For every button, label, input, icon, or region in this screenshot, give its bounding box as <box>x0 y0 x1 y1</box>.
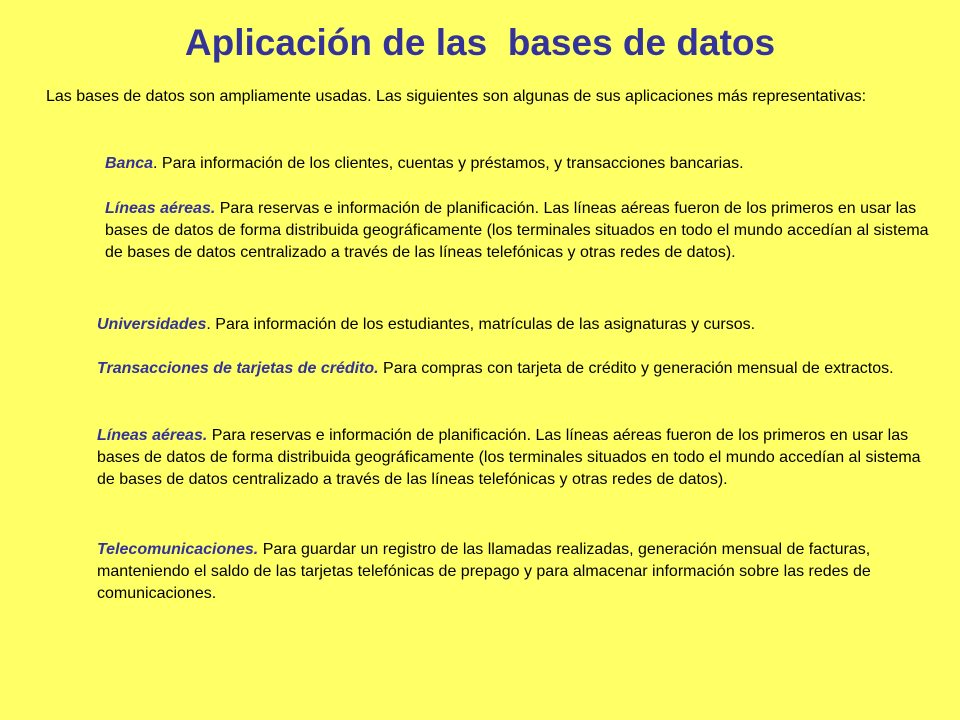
entry-text: Para compras con tarjeta de crédito y generación mensual de extractos. <box>378 360 894 377</box>
entry-term: Telecomunicaciones. <box>97 541 259 558</box>
entry-lineas-aereas <box>105 198 935 264</box>
entry-term: Líneas aéreas. <box>105 200 216 217</box>
entry-term: Banca <box>105 155 154 172</box>
entry-text: . Para información de los estudiantes, matrículas de las asignaturas y cursos. <box>206 316 756 333</box>
entry-telecomunicaciones <box>97 539 927 605</box>
entry-term: Transacciones de tarjetas de crédito. <box>97 360 379 377</box>
entry-text: Para guardar un registro de las llamadas realizadas, generación mensual de facturas, manteniendo el saldo de las tarjetas telefónicas de prepago y para almacenar información sobre las redes de comunicaciones. <box>97 541 871 602</box>
intro-paragraph: Las bases de datos son ampliamente usadas. Las siguientes son algunas de sus aplicaciones más representativas: <box>46 88 867 105</box>
entry-tarjetas-credito <box>97 358 927 380</box>
entry-text: Para reservas e información de planificación. Las líneas aéreas fueron de los primeros en usar las bases de datos de forma distribuida geográficamente (los terminales situados en todo el mundo accedían al sistema de bases de datos centralizado a través de las líneas telefónicas y otras redes de datos). <box>97 427 921 488</box>
entry-lineas-aereas-2 <box>97 425 927 491</box>
entry-term: Universidades <box>97 316 207 333</box>
entry-term: Líneas aéreas. <box>97 427 208 444</box>
entry-universidades <box>97 314 927 336</box>
slide-title: Aplicación de las bases de datos <box>184 22 776 63</box>
entry-text: . Para información de los clientes, cuentas y préstamos, y transacciones bancarias. <box>153 155 744 172</box>
entry-banca <box>105 153 935 175</box>
entry-text: Para reservas e información de planificación. Las líneas aéreas fueron de los primeros en usar las bases de datos de forma distribuida geográficamente (los terminales situados en todo el mundo accedían al sistema de bases de datos centralizado a través de las líneas telefónicas y otras redes de datos). <box>105 200 929 261</box>
